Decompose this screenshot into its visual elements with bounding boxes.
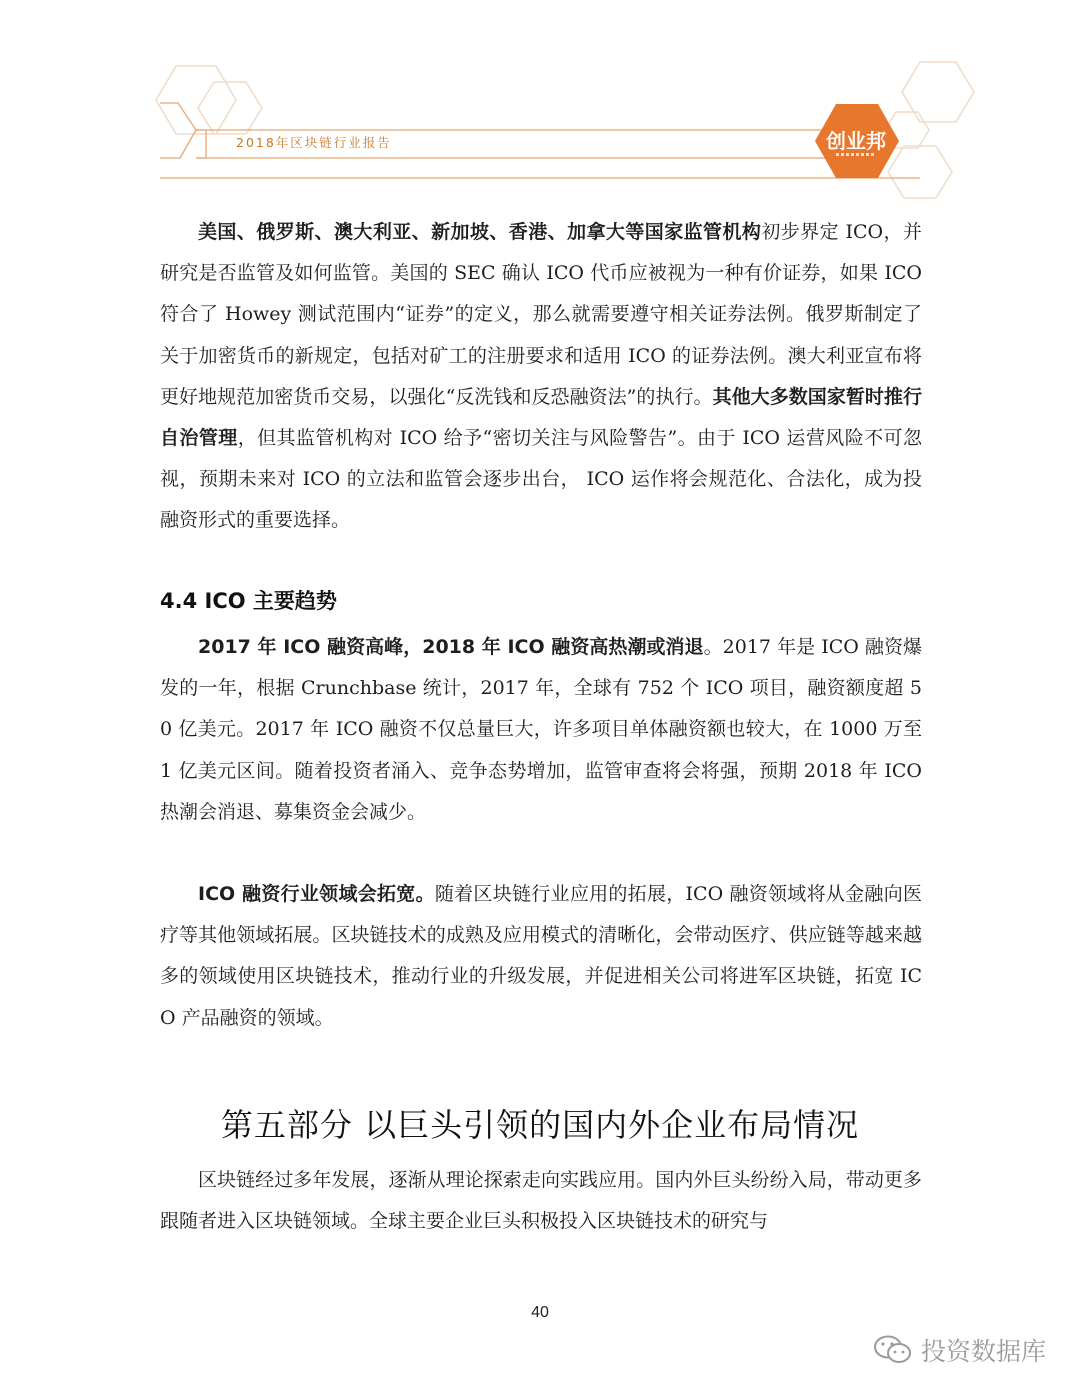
watermark xyxy=(873,1332,1046,1368)
bold-mid: 其他大多数国家暂时推行自治管理 xyxy=(160,385,922,450)
paragraph-text: 。2017 年是 ICO 融资爆发的一年，根据 Crunchbase 统计，2017 年，全球有 752 个 ICO 项目，融资额度超 50 亿美元。2017 年 ICO 融资不仅总量巨大，许多项目单体融资额也较大，在 1000 万至 1 亿美元区间。随着投资者涌入、竞争态势增加，监管审查将会将强，预期 2018 年 ICO 热潮会消退、募集资金会减少。 xyxy=(160,636,923,823)
watermark-text: 投资数据库 xyxy=(920,1337,1046,1366)
section-heading: 4.4 ICO 主要趋势 xyxy=(160,589,337,613)
paragraph-text: 随着区块链行业应用的拓展，ICO 融资领域将从金融向医疗等其他领域拓展。区块链技术的成熟及应用模式的清晰化，会带动医疗、供应链等越来越多的领域使用区块链技术，推动行业的升级发展，并促进相关公司将进军区块链，拓宽 ICO 产品融资的领域。 xyxy=(160,883,922,1029)
header-decoration xyxy=(0,0,1080,200)
paragraph-ico-peak xyxy=(160,627,922,833)
wechat-icon xyxy=(873,1334,913,1366)
bold-lead: ICO 融资行业领域会拓宽。 xyxy=(198,883,435,905)
bold-lead: 2017 年 ICO 融资高峰，2018 年 ICO 融资高热潮或消退 xyxy=(198,636,704,658)
paragraph-text: 初步界定 ICO，并研究是否监管及如何监管。美国的 SEC 确认 ICO 代币应被视为一种有价证券，如果 ICO 符合了 Howey 测试范围内“证券”的定义，那么就需要遵守相关证券法例。俄罗斯制定了关于加密货币的新规定，包括对矿工的注册要求和适用 ICO 的证券法例。澳大利亚宣布将更好地规范加密货币交易，以强化“反洗钱和反恐融资法”的执行。 xyxy=(160,221,922,408)
brand-logo: 创业邦 xyxy=(826,129,886,153)
paragraph-ico-fields xyxy=(160,874,922,1039)
paragraph-regulation xyxy=(160,212,922,542)
report-title: 2018年区块链行业报告 xyxy=(236,135,392,150)
logo-underline xyxy=(836,153,876,156)
page-number: 40 xyxy=(531,1304,549,1321)
paragraph-text: 区块链经过多年发展，逐渐从理论探索走向实践应用。国内外巨头纷纷入局，带动更多跟随者进入区块链领域。全球主要企业巨头积极投入区块链技术的研究与 xyxy=(160,1169,922,1233)
bold-lead: 美国、俄罗斯、澳大利亚、新加坡、香港、加拿大等国家监管机构 xyxy=(198,221,762,243)
part-title: 第五部分 以巨头引领的国内外企业布局情况 xyxy=(220,1106,860,1144)
paragraph-blockchain-giants xyxy=(160,1160,922,1242)
paragraph-text: ，但其监管机构对 ICO 给予“密切关注与风险警告”。由于 ICO 运营风险不可忽视，预期未来对 ICO 的立法和监管会逐步出台， ICO 运作将会规范化、合法化，成为投融资形式的重要选择。 xyxy=(160,427,922,532)
